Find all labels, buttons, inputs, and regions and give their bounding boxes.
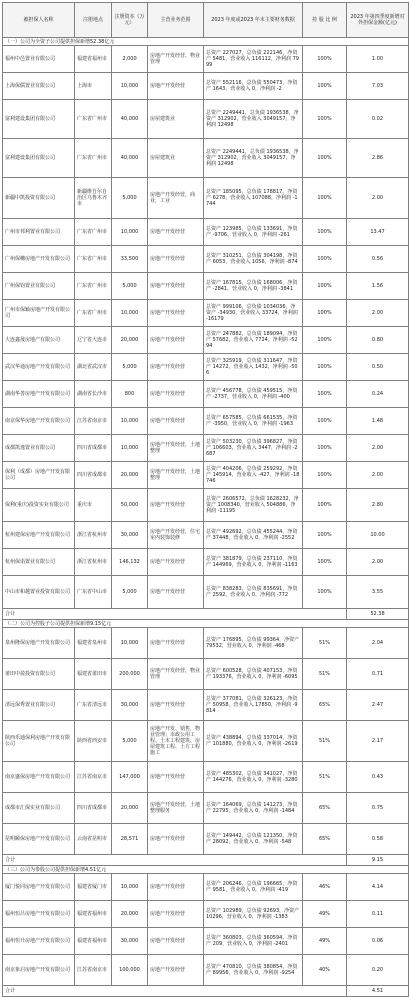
cell-financials: 总资产 164069，总负债 141273，净资产 22795，营业收入 0，净利润 -1484: [204, 793, 303, 824]
header-business: 主营业务范围: [148, 3, 204, 38]
cell-guarantee: 1.00: [347, 46, 409, 73]
header-location: 注册地点: [75, 3, 112, 38]
cell-location: 广东省广州市: [75, 139, 112, 178]
cell-capital: 10,000: [112, 874, 148, 901]
cell-business: 房地产开发经营: [148, 300, 204, 327]
cell-name: 中山市和越置业投资有限公司: [3, 576, 75, 609]
cell-share: 49%: [303, 928, 347, 955]
cell-business: 房屋建筑业: [148, 139, 204, 178]
cell-share: 100%: [303, 73, 347, 100]
table-row: [3, 408, 409, 435]
cell-location: 广东省广州市: [75, 100, 112, 139]
cell-business: 房地产开发经营，商业，工业: [148, 178, 204, 219]
cell-guarantee: 7.03: [347, 73, 409, 100]
cell-name: 保利(重庆)投资实业有限公司: [3, 489, 75, 522]
cell-financials: 总资产 123985，总负债 133691，净资产 -9706，营业收入 0，净利润 -261: [204, 219, 303, 246]
header-row: [3, 3, 409, 38]
cell-capital: 147,000: [112, 762, 148, 793]
cell-guarantee: 0.20: [347, 955, 409, 986]
cell-share: 100%: [303, 139, 347, 178]
cell-name: 福州恒升房地产开发有限公司: [3, 928, 75, 955]
cell-name: 大连鑫晟房地产有限公司: [3, 327, 75, 354]
cell-share: 100%: [303, 354, 347, 381]
cell-guarantee: 2.86: [347, 139, 409, 178]
table-row: [3, 659, 409, 690]
cell-financials: 总资产 325919，总负债 311647，净资产 14272，营业收入 1432，净利润 -506: [204, 354, 303, 381]
cell-business: 房地产开发经营: [148, 219, 204, 246]
cell-guarantee: 13.47: [347, 219, 409, 246]
table-row: [3, 928, 409, 955]
cell-name: 广州保穗房地产开发有限公司: [3, 246, 75, 273]
cell-location: 福建省福州市: [75, 901, 112, 928]
cell-capital: 30,000: [112, 928, 148, 955]
cell-business: 房地产开发经营: [148, 73, 204, 100]
cell-name: 富利建设集团有限公司: [3, 100, 75, 139]
cell-financials: 总资产 2606572，总负债 1628232，净资产 1008340，营业收入 504886，净利润 -11195: [204, 489, 303, 522]
cell-share: 51%: [303, 628, 347, 659]
cell-share: 100%: [303, 300, 347, 327]
cell-name: 南京保华房地产开发有限公司: [3, 408, 75, 435]
cell-guarantee: 2.00: [347, 462, 409, 489]
cell-financials: 总资产 377081，总负债 326123，净资产 50958，营业收入 17850，净利润 -9814: [204, 690, 303, 721]
cell-location: 湖北省武汉市: [75, 354, 112, 381]
cell-name: 南京盛保房地产开发有限公司: [3, 762, 75, 793]
cell-financials: 总资产 456778，总负债 459515，净资产 -2737，营业收入 0，净利润 -400: [204, 381, 303, 408]
cell-business: 房地产开发经营: [148, 381, 204, 408]
cell-capital: 28,571: [112, 824, 148, 855]
total-row: [3, 609, 409, 620]
cell-location: 广东省广州市: [75, 246, 112, 273]
cell-guarantee: 1.56: [347, 273, 409, 300]
cell-capital: 50,000: [112, 489, 148, 522]
cell-location: 福建省福州市: [75, 46, 112, 73]
cell-business: 房地产开发经营: [148, 824, 204, 855]
cell-capital: 40,000: [112, 139, 148, 178]
cell-capital: 2,000: [112, 46, 148, 73]
cell-share: 51%: [303, 659, 347, 690]
table-row: [3, 462, 409, 489]
cell-guarantee: 10.00: [347, 522, 409, 549]
cell-financials: 总资产 206246，总负债 196665，净资产 9581，营业收入 0，净利润 -419: [204, 874, 303, 901]
cell-name: 陕西乐通保利房地产开发有限公司: [3, 721, 75, 762]
cell-share: 65%: [303, 690, 347, 721]
cell-business: 房地产开发经营: [148, 955, 204, 986]
cell-name: 福州中邑置业有限公司: [3, 46, 75, 73]
cell-name: 杭州保诣置业有限公司: [3, 549, 75, 576]
cell-guarantee: 0.56: [347, 246, 409, 273]
cell-share: 100%: [303, 178, 347, 219]
total-label: 合计: [3, 855, 347, 866]
cell-share: 51%: [303, 721, 347, 762]
total-value: 52.38: [347, 609, 409, 620]
cell-location: 四川省成都市: [75, 793, 112, 824]
cell-financials: 总资产 247882，总负债 189094，净资产 57682，营业收入 7724，净利润 -5294: [204, 327, 303, 354]
cell-guarantee: 0.58: [347, 824, 409, 855]
cell-capital: 5,000: [112, 273, 148, 300]
cell-share: 100%: [303, 489, 347, 522]
cell-business: 房地产开发经营，物业管理: [148, 659, 204, 690]
cell-capital: 5,000: [112, 178, 148, 219]
cell-business: 房地产开发经营，土地整理: [148, 435, 204, 462]
table-row: [3, 549, 409, 576]
cell-financials: 总资产 102989，总负债 92693，净资产 10296，营业收入 0，净利润 -1383: [204, 901, 303, 928]
cell-location: 云南省昆明市: [75, 824, 112, 855]
cell-business: 房地产开发经营: [148, 901, 204, 928]
cell-share: 100%: [303, 219, 347, 246]
cell-guarantee: 3.55: [347, 576, 409, 609]
total-value: 9.15: [347, 855, 409, 866]
table-row: [3, 46, 409, 73]
cell-location: 福建省厦门市: [75, 874, 112, 901]
cell-capital: 10,000: [112, 300, 148, 327]
cell-financials: 总资产 470810，总负债 380854，净资产 89956，营业收入 0，净利润 -9254: [204, 955, 303, 986]
cell-capital: 5,000: [112, 721, 148, 762]
cell-capital: 10,000: [112, 628, 148, 659]
cell-capital: 10,000: [112, 408, 148, 435]
cell-share: 51%: [303, 762, 347, 793]
cell-business: 房地产开发经营: [148, 628, 204, 659]
cell-share: 100%: [303, 435, 347, 462]
table-row: [3, 435, 409, 462]
cell-business: 房地产开发经营: [148, 354, 204, 381]
table-row: [3, 721, 409, 762]
section-title: （三）公司为参股公司提供担保新增4.51亿元: [3, 866, 409, 874]
cell-business: 房地产开发经营: [148, 327, 204, 354]
cell-business: 房地产开发经营、物业管理: [148, 46, 204, 73]
cell-financials: 总资产 492692，总负债 455244，净资产 37448，营业收入 0，净利润 -2552: [204, 522, 303, 549]
cell-guarantee: 0.75: [347, 793, 409, 824]
cell-guarantee: 0.11: [347, 901, 409, 928]
cell-name: 广州市保颖房地产开发有限公司: [3, 300, 75, 327]
cell-financials: 总资产 310251，总负债 304198，净资产 6053，营业收入 1056，净利润 -874: [204, 246, 303, 273]
cell-location: 江苏省南京市: [75, 762, 112, 793]
table-row: [3, 273, 409, 300]
cell-location: 浙江省杭州市: [75, 522, 112, 549]
cell-capital: 30,000: [112, 522, 148, 549]
cell-name: 莆田中盈投资有限公司: [3, 659, 75, 690]
total-row: [3, 855, 409, 866]
table-row: [3, 73, 409, 100]
cell-capital: 20,000: [112, 462, 148, 489]
cell-financials: 总资产 360803，总负债 360594，净资产 209，营业收入 0，净利润 -2401: [204, 928, 303, 955]
table-row: [3, 824, 409, 855]
cell-guarantee: 0.06: [347, 928, 409, 955]
cell-share: 100%: [303, 273, 347, 300]
cell-guarantee: 4.14: [347, 874, 409, 901]
cell-name: 湖南华善房地产开发有限公司: [3, 381, 75, 408]
cell-financials: 总资产 552116，总负债 550473，净资产 1643，营业收入 0，净利润 -2: [204, 73, 303, 100]
cell-financials: 总资产 227027，总负债 222146，净资产 5481，营业收入 116112，净利润 7999: [204, 46, 303, 73]
cell-business: 房地产开发经营: [148, 246, 204, 273]
section-title-row: [3, 38, 409, 46]
cell-capital: 20,000: [112, 327, 148, 354]
cell-guarantee: 2.00: [347, 549, 409, 576]
cell-name: 成都凯逸置业有限公司: [3, 435, 75, 462]
cell-guarantee: 0.24: [347, 381, 409, 408]
cell-location: 福建省泉州市: [75, 628, 112, 659]
cell-business: 房屋建筑业: [148, 100, 204, 139]
cell-capital: 200,000: [112, 659, 148, 690]
header-guarantee: 2023 年第四季度新增对外担保金额(亿元): [347, 3, 409, 38]
cell-name: 福州恒吕房地产开发有限公司: [3, 901, 75, 928]
cell-capital: 20,000: [112, 901, 148, 928]
header-financials: 2023 年度或2023 年末主要财务数据: [204, 3, 303, 38]
table-row: [3, 381, 409, 408]
cell-financials: 总资产 381879，总负债 237110，净资产 144969，营业收入 0，净利润 -1163: [204, 549, 303, 576]
cell-guarantee: 2.00: [347, 435, 409, 462]
cell-capital: 10,000: [112, 219, 148, 246]
cell-business: 房地产开发经营: [148, 762, 204, 793]
cell-location: 广东省广州市: [75, 300, 112, 327]
cell-business: 房地产开发经营，土地整理服务: [148, 793, 204, 824]
table-row: [3, 874, 409, 901]
cell-location: 广东省中山市: [75, 576, 112, 609]
table-row: [3, 178, 409, 219]
cell-location: 江苏省南京市: [75, 955, 112, 986]
cell-financials: 总资产 657585，总负债 661535，净资产 -3950，营业收入 0，净利润 -1963: [204, 408, 303, 435]
cell-capital: 146,132: [112, 549, 148, 576]
section-title-row: [3, 866, 409, 874]
cell-name: 杭州建保房地产开发有限公司: [3, 522, 75, 549]
cell-location: 陕西省西安市: [75, 721, 112, 762]
cell-guarantee: 0.43: [347, 762, 409, 793]
cell-capital: 20,000: [112, 793, 148, 824]
table-row: [3, 690, 409, 721]
cell-name: 富利建设集团有限公司: [3, 139, 75, 178]
table-row: [3, 354, 409, 381]
cell-location: 四川省成都市: [75, 435, 112, 462]
cell-location: 广东省清远市: [75, 690, 112, 721]
cell-guarantee: 2.04: [347, 628, 409, 659]
cell-name: 泉州隆保房地产开发有限公司: [3, 628, 75, 659]
table-row: [3, 576, 409, 609]
cell-business: 房地产开发经营: [148, 690, 204, 721]
cell-share: 100%: [303, 246, 347, 273]
cell-financials: 总资产 485302，总负债 341027，净资产 144276，营业收入 0，净利润 -3280: [204, 762, 303, 793]
cell-business: 房地产开发经营: [148, 576, 204, 609]
cell-guarantee: 2.80: [347, 489, 409, 522]
table-row: [3, 246, 409, 273]
cell-business: 房地产开发经营: [148, 273, 204, 300]
cell-share: 100%: [303, 327, 347, 354]
table-row: [3, 955, 409, 986]
table-row: [3, 300, 409, 327]
cell-share: 100%: [303, 408, 347, 435]
cell-guarantee: 2.00: [347, 178, 409, 219]
cell-location: 上海市: [75, 73, 112, 100]
cell-capital: 10,000: [112, 73, 148, 100]
total-value: 4.51: [347, 986, 409, 997]
cell-location: 福建省福州市: [75, 928, 112, 955]
cell-location: 浙江省杭州市: [75, 549, 112, 576]
table-row: [3, 139, 409, 178]
cell-capital: 30,000: [112, 690, 148, 721]
cell-name: 厦门悦同房地产开发有限公司: [3, 874, 75, 901]
table-row: [3, 793, 409, 824]
cell-business: 房地产开发经营: [148, 928, 204, 955]
header-share: 持 股 比 例: [303, 3, 347, 38]
cell-name: 昆明颐保房地产开发有限公司: [3, 824, 75, 855]
cell-location: 四川省成都市: [75, 462, 112, 489]
total-label: 合计: [3, 609, 347, 620]
guarantee-table: [2, 2, 409, 997]
cell-business: 房地产开发经营，住宅室内装饰装修: [148, 522, 204, 549]
table-row: [3, 762, 409, 793]
cell-guarantee: 1.48: [347, 408, 409, 435]
cell-name: 南京象启房地产开发有限公司: [3, 955, 75, 986]
cell-guarantee: 0.50: [347, 354, 409, 381]
cell-business: 房地产开发经营: [148, 408, 204, 435]
cell-guarantee: 0.71: [347, 659, 409, 690]
cell-name: 清远保秀置业有限公司: [3, 690, 75, 721]
cell-share: 100%: [303, 100, 347, 139]
cell-location: 辽宁省大连市: [75, 327, 112, 354]
cell-capital: 5,000: [112, 576, 148, 609]
cell-location: 湖南省长沙市: [75, 381, 112, 408]
total-label: 合计: [3, 986, 347, 997]
cell-capital: 10,000: [112, 435, 148, 462]
cell-location: 新疆维吾尔自治区乌鲁木齐市: [75, 178, 112, 219]
cell-share: 100%: [303, 381, 347, 408]
cell-financials: 总资产 404206，总负债 259292，净资产 145914，营业收入 -427，净利润 -18746: [204, 462, 303, 489]
table-row: [3, 522, 409, 549]
cell-location: 江苏省南京市: [75, 408, 112, 435]
cell-share: 100%: [303, 522, 347, 549]
cell-financials: 总资产 600528，总负债 407153，净资产 193376，营业收入 0，净利润 -6095: [204, 659, 303, 690]
cell-location: 重庆市: [75, 489, 112, 522]
cell-name: 新疆中凯投资有限公司: [3, 178, 75, 219]
header-capital: 注册资本（万元）: [112, 3, 148, 38]
cell-financials: 总资产 999106，总负债 1034036，净资产 -34930，营业收入 33724，净利润 -16179: [204, 300, 303, 327]
cell-share: 100%: [303, 462, 347, 489]
table-body: [3, 38, 409, 997]
cell-financials: 总资产 185095，总负债 178817，净资产 6278，营业收入 107088，净利润 -1744: [204, 178, 303, 219]
table-row: [3, 219, 409, 246]
cell-share: 46%: [303, 874, 347, 901]
table-row: [3, 100, 409, 139]
cell-guarantee: 2.17: [347, 721, 409, 762]
cell-business: 房地产开发经营，土地整理: [148, 462, 204, 489]
cell-share: 40%: [303, 955, 347, 986]
table-row: [3, 901, 409, 928]
cell-share: 100%: [303, 549, 347, 576]
cell-location: 广东省广州市: [75, 219, 112, 246]
cell-guarantee: 0.80: [347, 327, 409, 354]
cell-guarantee: 0.02: [347, 100, 409, 139]
cell-capital: 800: [112, 381, 148, 408]
cell-guarantee: 2.47: [347, 690, 409, 721]
cell-capital: 5,000: [112, 354, 148, 381]
cell-financials: 总资产 176895，总负债 99364，净资产 79532，营业收入 0，净利润 -468: [204, 628, 303, 659]
total-row: [3, 986, 409, 997]
cell-financials: 总资产 149442，总负债 121350，净资产 28092，营业收入 0，净利润 -548: [204, 824, 303, 855]
cell-business: 房地产开发经营: [148, 874, 204, 901]
cell-share: 100%: [303, 46, 347, 73]
cell-share: 65%: [303, 824, 347, 855]
table-row: [3, 327, 409, 354]
cell-financials: 总资产 2249441，总负债 1936538，净资产 312902，营业收入 3049157，净利润 12498: [204, 100, 303, 139]
cell-financials: 总资产 167815，总负债 168006，净资产 -2841，营业收入 0，净利润 -3841: [204, 273, 303, 300]
cell-name: 成都市汇保实业有限公司: [3, 793, 75, 824]
cell-business: 房地产开发经营: [148, 549, 204, 576]
section-title-row: [3, 620, 409, 628]
cell-guarantee: 2.00: [347, 300, 409, 327]
cell-financials: 总资产 438894，总负债 337014，净资产 101880，营业收入 0，净利润 -2619: [204, 721, 303, 762]
cell-share: 100%: [303, 576, 347, 609]
cell-location: 广东省广州市: [75, 273, 112, 300]
section-title: （二）公司为控股子公司提供担保新增9.15亿元: [3, 620, 409, 628]
cell-name: 广州保钧置业有限公司: [3, 273, 75, 300]
cell-share: 65%: [303, 793, 347, 824]
cell-business: 房地产开发、销售，物业管理；市政公用工程、土木工程建筑、房屋建筑工程、土方工程施工: [148, 721, 204, 762]
cell-business: 房地产开发经营: [148, 489, 204, 522]
header-name: 被担保人名称: [3, 3, 75, 38]
cell-financials: 总资产 2249441，总负债 1936538，净资产 312902，营业收入 3049157，净利润 12498: [204, 139, 303, 178]
cell-financials: 总资产 838283，总负债 835691，净资产 2592，营业收入 0，净利润 -772: [204, 576, 303, 609]
cell-financials: 总资产 503230，总负债 396827，净资产 106603，营业收入 3447，净利润 -2687: [204, 435, 303, 462]
cell-location: 福建省莆田市: [75, 659, 112, 690]
cell-share: 49%: [303, 901, 347, 928]
cell-name: 广州市邦利置业有限公司: [3, 219, 75, 246]
cell-capital: 40,000: [112, 100, 148, 139]
cell-capital: 100,000: [112, 955, 148, 986]
cell-name: 保利（成都）房地产开发有限公司: [3, 462, 75, 489]
cell-capital: 33,500: [112, 246, 148, 273]
cell-name: 武汉华通房地产开发有限公司: [3, 354, 75, 381]
cell-name: 上海保儒置业有限公司: [3, 73, 75, 100]
section-title: （一）公司为全资子公司提供担保新增52.38亿元: [3, 38, 409, 46]
table-row: [3, 489, 409, 522]
table-row: [3, 628, 409, 659]
